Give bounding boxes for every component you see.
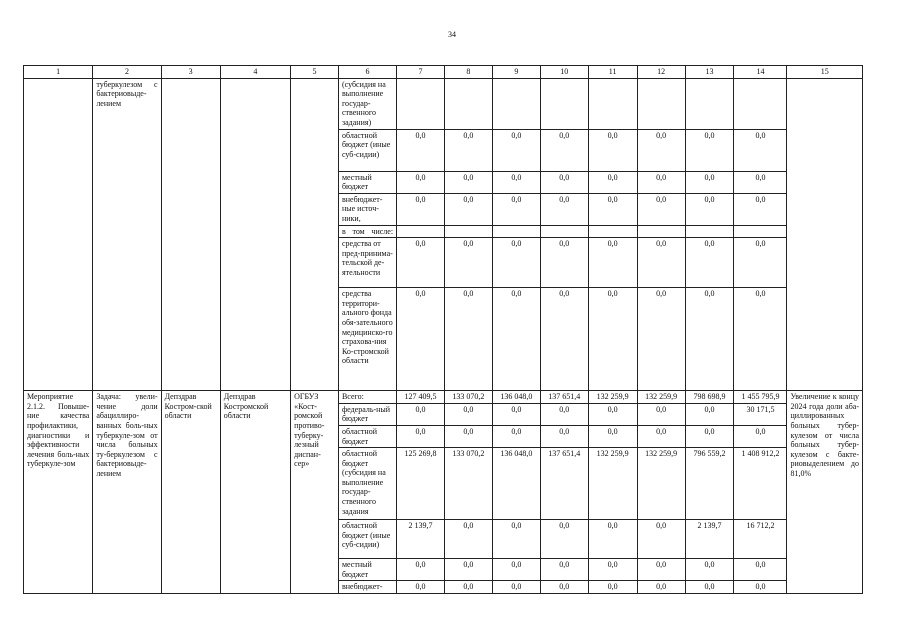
budget-value: 0,0: [397, 238, 445, 288]
budget-value: 0,0: [444, 403, 492, 425]
column-header: 2: [93, 66, 161, 79]
funding-source: областной бюджет: [338, 425, 396, 447]
budget-value: 0,0: [588, 581, 637, 594]
budget-value: 0,0: [734, 288, 787, 391]
column-header: 14: [734, 66, 787, 79]
budget-value: 0,0: [685, 238, 734, 288]
budget-value: 0,0: [734, 581, 787, 594]
budget-value: 0,0: [540, 520, 588, 559]
budget-value: [444, 225, 492, 238]
participant: ОГБУЗ «Кост-ромской противо-туберку-лезный диспан-сер»: [291, 391, 339, 594]
column-header: 4: [220, 66, 290, 79]
budget-value: 0,0: [734, 238, 787, 288]
budget-value: 798 698,9: [685, 391, 734, 404]
budget-value: 132 259,9: [637, 448, 685, 520]
budget-value: 0,0: [588, 193, 637, 225]
budget-value: [492, 225, 540, 238]
budget-value: 1 455 795,9: [734, 391, 787, 404]
budget-value: 0,0: [540, 171, 588, 193]
budget-value: 0,0: [734, 129, 787, 171]
budget-value: 0,0: [637, 520, 685, 559]
budget-value: 0,0: [540, 193, 588, 225]
column-header: 3: [161, 66, 220, 79]
budget-value: 0,0: [444, 288, 492, 391]
table-row: [24, 391, 863, 404]
budget-value: 0,0: [685, 403, 734, 425]
budget-value: 0,0: [492, 520, 540, 559]
budget-value: 0,0: [492, 425, 540, 447]
budget-value: 0,0: [685, 425, 734, 447]
budget-value: 796 559,2: [685, 448, 734, 520]
budget-value: 0,0: [397, 129, 445, 171]
budget-value: 137 651,4: [540, 448, 588, 520]
budget-value: 0,0: [734, 425, 787, 447]
budget-value: 2 139,7: [397, 520, 445, 559]
budget-value: 0,0: [588, 238, 637, 288]
budget-value: 0,0: [685, 581, 734, 594]
coexecutor: [220, 78, 290, 391]
budget-value: 0,0: [734, 171, 787, 193]
budget-value: 137 651,4: [540, 391, 588, 404]
budget-value: 0,0: [444, 559, 492, 581]
budget-value: 0,0: [397, 288, 445, 391]
budget-value: 0,0: [637, 559, 685, 581]
budget-value: 0,0: [540, 129, 588, 171]
budget-value: [444, 78, 492, 129]
budget-value: 0,0: [492, 238, 540, 288]
budget-value: 0,0: [492, 288, 540, 391]
budget-value: 0,0: [588, 129, 637, 171]
budget-value: 0,0: [685, 171, 734, 193]
funding-source: областной бюджет (иные суб-сидии): [338, 129, 396, 171]
budget-value: 16 712,2: [734, 520, 787, 559]
budget-value: [637, 225, 685, 238]
budget-value: 136 048,0: [492, 448, 540, 520]
budget-value: [540, 225, 588, 238]
budget-value: [588, 78, 637, 129]
budget-value: 0,0: [588, 520, 637, 559]
measure-name: Мероприятие 2.1.2. Повыше-ние качества профилактики, диагностики и эффективности лечения боль-ных туберкуле-зом: [24, 391, 93, 594]
funding-source: средства от пред-принима-тельской де-ятельности: [338, 238, 396, 288]
budget-value: 125 269,8: [397, 448, 445, 520]
budget-value: 0,0: [540, 581, 588, 594]
budget-value: 0,0: [444, 520, 492, 559]
measure-name: [24, 78, 93, 391]
budget-value: 0,0: [540, 238, 588, 288]
budget-value: 0,0: [685, 288, 734, 391]
funding-source: внебюджет-: [338, 581, 396, 594]
budget-value: 0,0: [540, 559, 588, 581]
funding-source: внебюджет-ные источ-ники,: [338, 193, 396, 225]
budget-table: [23, 65, 863, 594]
budget-value: 0,0: [588, 288, 637, 391]
budget-value: 132 259,9: [588, 391, 637, 404]
budget-value: 0,0: [637, 129, 685, 171]
budget-value: 0,0: [734, 193, 787, 225]
budget-value: 0,0: [397, 559, 445, 581]
budget-value: 0,0: [492, 129, 540, 171]
funding-source: областной бюджет (иные суб-сидии): [338, 520, 396, 559]
budget-value: [397, 225, 445, 238]
funding-source: (субсидия на выполнение государ-ственного задания): [338, 78, 396, 129]
budget-value: 2 139,7: [685, 520, 734, 559]
column-header: 6: [338, 66, 396, 79]
budget-value: [685, 225, 734, 238]
coexecutor: Депздрав Костромской области: [220, 391, 290, 594]
budget-value: 0,0: [637, 171, 685, 193]
budget-value: 0,0: [444, 129, 492, 171]
column-header: 7: [397, 66, 445, 79]
budget-value: 0,0: [637, 288, 685, 391]
budget-value: 30 171,5: [734, 403, 787, 425]
budget-value: 0,0: [734, 559, 787, 581]
table-row: [24, 78, 863, 129]
column-header: 12: [637, 66, 685, 79]
budget-value: [397, 78, 445, 129]
budget-value: 0,0: [492, 581, 540, 594]
budget-value: 0,0: [588, 171, 637, 193]
responsible-executor: [161, 78, 220, 391]
budget-value: 0,0: [588, 559, 637, 581]
budget-value: 0,0: [685, 559, 734, 581]
budget-value: 0,0: [397, 425, 445, 447]
budget-value: 0,0: [397, 171, 445, 193]
budget-value: 133 070,2: [444, 391, 492, 404]
budget-value: 132 259,9: [637, 391, 685, 404]
budget-value: 0,0: [637, 403, 685, 425]
header-row: [24, 66, 863, 79]
budget-value: 0,0: [685, 129, 734, 171]
budget-value: [637, 78, 685, 129]
budget-value: 0,0: [444, 581, 492, 594]
budget-value: [492, 78, 540, 129]
column-header: 15: [787, 66, 863, 79]
budget-value: 0,0: [637, 193, 685, 225]
budget-value: 0,0: [397, 581, 445, 594]
funding-source: в том числе:: [338, 225, 396, 238]
funding-source: местный бюджет: [338, 171, 396, 193]
budget-value: 0,0: [444, 238, 492, 288]
budget-value: 0,0: [444, 193, 492, 225]
task-description: туберкулезом с бактериовыде-лением: [93, 78, 161, 391]
budget-value: [588, 225, 637, 238]
budget-value: 0,0: [540, 425, 588, 447]
budget-value: 0,0: [540, 288, 588, 391]
column-header: 13: [685, 66, 734, 79]
budget-value: 0,0: [492, 403, 540, 425]
funding-source: областной бюджет (субсидия на выполнение государ-ственного задания: [338, 448, 396, 520]
budget-value: [540, 78, 588, 129]
budget-value: 0,0: [492, 193, 540, 225]
task-description: Задача: увели-чение доли абациллиро-ванных боль-ных туберкуле-зом от числа больных ту-беркулезом с бактериовыде-лением: [93, 391, 161, 594]
budget-value: 0,0: [637, 238, 685, 288]
budget-value: [734, 225, 787, 238]
funding-source: местный бюджет: [338, 559, 396, 581]
budget-value: 0,0: [685, 193, 734, 225]
budget-value: 0,0: [492, 171, 540, 193]
expected-result: [787, 78, 863, 391]
budget-value: 136 048,0: [492, 391, 540, 404]
column-header: 1: [24, 66, 93, 79]
budget-value: 0,0: [588, 403, 637, 425]
budget-value: 0,0: [397, 193, 445, 225]
budget-value: 133 070,2: [444, 448, 492, 520]
budget-value: 0,0: [397, 403, 445, 425]
funding-source: средства территори-ального фонда обя-зательного медицинско-го страхова-ния Ко-стромской области: [338, 288, 396, 391]
budget-value: 0,0: [637, 425, 685, 447]
column-header: 5: [291, 66, 339, 79]
budget-value: 1 408 912,2: [734, 448, 787, 520]
budget-value: 127 409,5: [397, 391, 445, 404]
expected-result: Увеличение к концу 2024 года доли аба-циллированных больных тубер-кулезом от числа больных тубер-кулезом с бакте-риовыделением до 81,0%: [787, 391, 863, 594]
participant: [291, 78, 339, 391]
budget-value: [685, 78, 734, 129]
budget-value: 0,0: [637, 581, 685, 594]
budget-value: 0,0: [588, 425, 637, 447]
budget-value: [734, 78, 787, 129]
budget-value: 132 259,9: [588, 448, 637, 520]
funding-source: федераль-ный бюджет: [338, 403, 396, 425]
budget-value: 0,0: [444, 171, 492, 193]
column-header: 11: [588, 66, 637, 79]
budget-value: 0,0: [444, 425, 492, 447]
budget-value: 0,0: [540, 403, 588, 425]
responsible-executor: Депздрав Костром-ской области: [161, 391, 220, 594]
column-header: 9: [492, 66, 540, 79]
budget-value: 0,0: [492, 559, 540, 581]
page-number: 34: [448, 30, 456, 39]
column-header: 8: [444, 66, 492, 79]
funding-source: Всего:: [338, 391, 396, 404]
column-header: 10: [540, 66, 588, 79]
